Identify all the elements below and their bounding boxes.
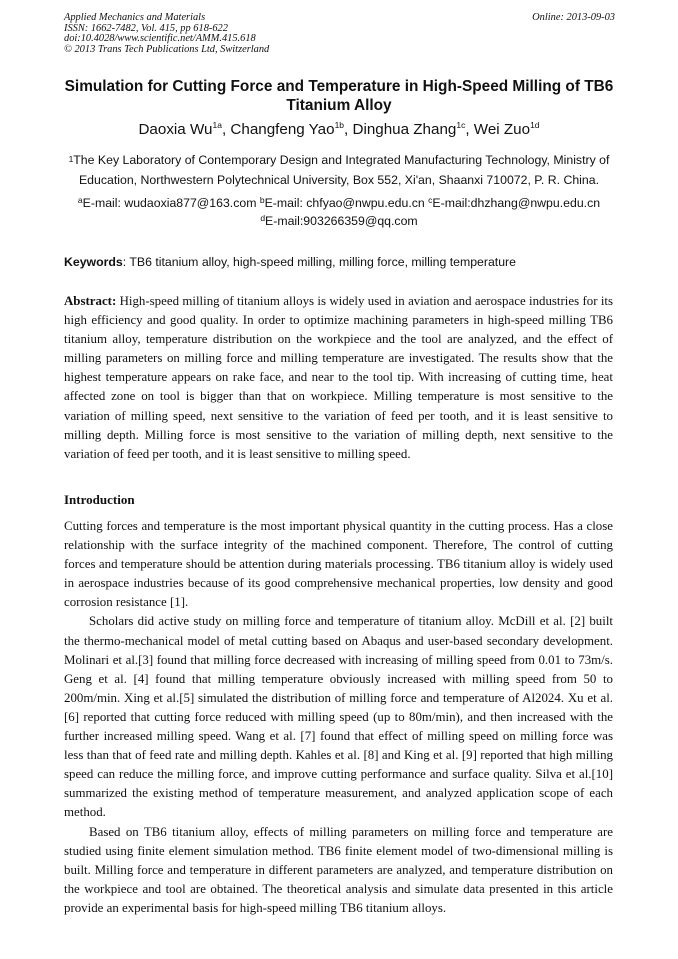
journal-doi: doi:10.4028/www.scientific.net/AMM.415.618 — [64, 33, 256, 45]
author-name: Wei Zuo — [473, 121, 531, 138]
email-line — [60, 214, 618, 228]
author-name: Dinghua Zhang — [352, 121, 457, 138]
email-line — [60, 196, 618, 210]
author-list: Daoxia $Wu^{1a}$, Changfeng Yao$^{1b}$, Dinghua Zhang$^{1c}$, Wei Zuo$^{1d}$ — [138, 120, 540, 138]
introduction-body — [64, 517, 613, 918]
email-sup: d — [260, 213, 266, 223]
paragraph: Based on TB6 titanium alloy, effects of milling parameters on milling force and temperature are studied using finite element simulation method. TB6 finite element model of two-dimensional milling is built. Milling force and temperature in different parameters are analyzed, and temperature distribution on the workpiece and tool are obtained. The theoretical analysis and simulate data presented in this article provide an experimental basis for high-speed milling TB6 titanium alloys. — [64, 824, 613, 915]
email-sup: c — [428, 195, 433, 205]
paragraph: Scholars did active study on milling force and temperature of titanium alloy. McDill et al. [2] built the thermo-mechanical model of metal cutting based on Abaqus and user-based secondary development. Molinari et al.[3] found that milling force decreased with increasing of milling speed from 0.01 to 73m/s. Geng et al. [4] found that milling temperature obviously increased with milling speed from 50 to 200m/min. Xing et al.[5] simulated the distribution of milling force and temperature of Al2024. Xu et al. [6] reported that cutting force reduced with milling speed (up to 80m/min), and then increased with the further increased milling speed. Wang et al. [7] found that effect of milling speed on milling force was less than that of feed rate and milling depth. Kahles et al. [8] and King et al. [9] reported that high milling speed can reduce the milling force, and improve cutting performance and surface quality. Silva et al.[10] summarized the existing method of temperature measurement, and analyzed application scope of each method. — [64, 614, 613, 820]
email-address: E-mail:dhzhang@nwpu.edu.cn — [432, 196, 601, 210]
journal-issn: ISSN: 1662-7482, Vol. 415, pp 618-622 — [64, 22, 228, 34]
affiliation — [60, 150, 618, 190]
email-address: E-mail:903266359@qq.com — [265, 214, 418, 228]
abstract-label: Abstract: — [64, 294, 117, 308]
affiliation-text: The Key Laboratory of Contemporary Design and Integrated Manufacturing Technology, Ministry of Education, Northwestern Polytechnical University, Box 552, Xi'an, Shaanxi 710072, P. R. China. — [73, 153, 610, 187]
author-name: Changfeng Yao — [230, 121, 335, 138]
online-date: Online: 2013-09-03 — [532, 12, 615, 23]
email-address: E-mail: chfyao@nwpu.edu.cn — [264, 196, 425, 210]
author-sup: 1c — [456, 120, 466, 130]
author-name: Daoxia Wu — [138, 121, 213, 138]
author-sup: 1a — [212, 120, 222, 130]
keywords-label: Keywords — [64, 255, 123, 269]
author-sup: 1d — [530, 120, 540, 130]
journal-copyright: © 2013 Trans Tech Publications Ltd, Switzerland — [64, 43, 270, 55]
keywords-text: : TB6 titanium alloy, high-speed milling, milling force, milling temperature — [122, 255, 516, 269]
keywords — [64, 255, 624, 269]
email-sup: a — [77, 195, 83, 205]
paragraph: Cutting forces and temperature is the most important physical quantity in the cutting process. Has a close relationship with the surface integrity of the machined component. Therefore, The control of cutting forces and temperature should be attention during materials processing. TB6 titanium alloy is widely used in aerospace industries because of its good comprehensive mechanical properties, low density and good corrosion resistance [1]. — [64, 519, 613, 610]
journal-name: Applied Mechanics and Materials — [64, 12, 206, 23]
abstract — [64, 292, 613, 464]
paper-title: Simulation for Cutting Force and Temperature in High-Speed Milling of TB6 Titanium Alloy — [64, 78, 614, 114]
email-address: E-mail: wudaoxia877@163.com — [82, 196, 257, 210]
affiliation-sup: 1 — [68, 154, 74, 164]
email-sup: b — [259, 195, 265, 205]
abstract-text: High-speed milling of titanium alloys is widely used in aviation and aerospace industries for its high efficiency and good quality. In order to optimize machining parameters in high-speed milling TB6 titanium alloy, temperature distribution on the workpiece and the tool are analyzed, and the effect of milling parameters on milling force and milling temperature are investigated. The results show that the highest temperature appears on rake face, and near to the tool tip. With increasing of cutting time, heat affected zone on tool is bigger than that on workpiece. Milling temperature is most sensitive to the variation of milling speed, next sensitive to the variation of feed per tooth, and it is least sensitive to milling depth. Milling force is most sensitive to the variation of milling depth, next sensitive to the variation of feed per tooth, and it is least sensitive to milling speed. — [64, 294, 613, 461]
section-heading: Introduction — [64, 492, 135, 507]
journal-header — [64, 13, 615, 55]
author-sup: 1b — [334, 120, 345, 130]
